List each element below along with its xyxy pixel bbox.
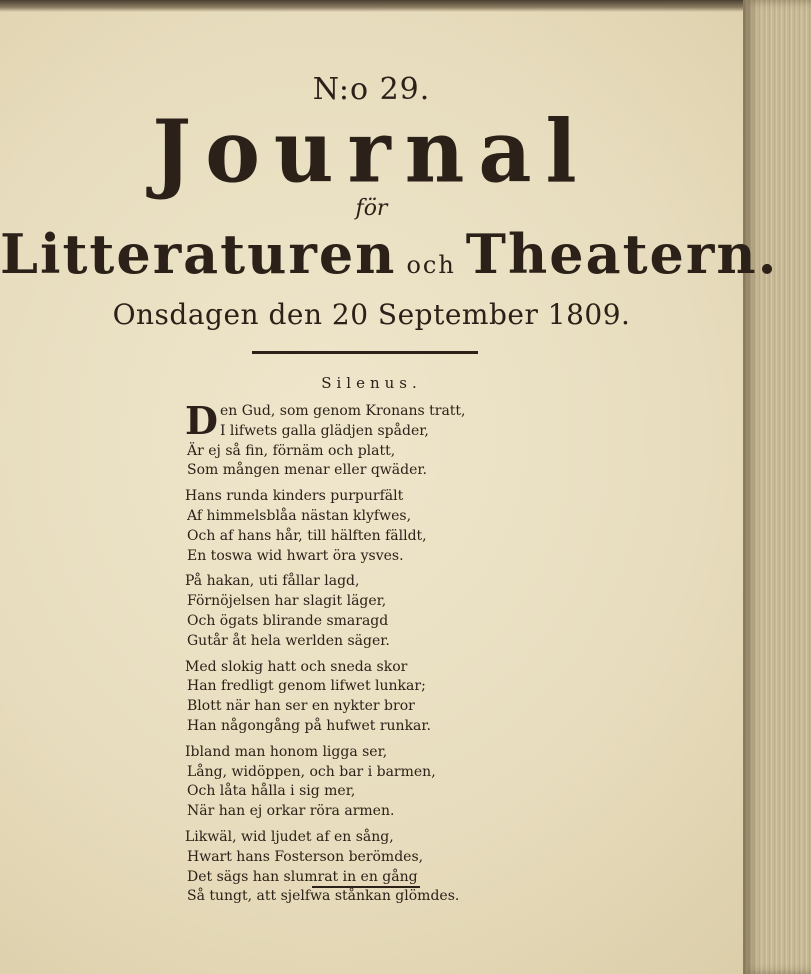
poem-line: Och låta hålla i sig mer,	[187, 783, 356, 800]
poem-stanza	[185, 658, 505, 737]
poem-line: Blott när han ser en nykter bror	[187, 698, 415, 715]
poem-line: Och ögats blirande smaragd	[187, 612, 389, 629]
subtitle-left: Litteraturen	[0, 222, 397, 286]
poem-line: Hans runda kinders purpurfält	[185, 488, 404, 505]
poem-line: Som mången menar eller qwäder.	[187, 462, 427, 479]
poem-line: Han någongång på hufwet runkar.	[187, 717, 432, 734]
book-page-edges	[743, 0, 811, 974]
journal-title: Journal	[152, 101, 591, 203]
subtitle-right: Theatern.	[465, 222, 779, 286]
poem-line: En toswa wid hwart öra ysves.	[187, 547, 404, 564]
poem-line: I lifwets galla glädjen spåder,	[219, 422, 429, 439]
poem-line: Är ej så fin, förnäm och platt,	[187, 442, 396, 459]
poem-line: Lång, widöppen, och bar i barmen,	[187, 763, 436, 780]
poem-stanza	[185, 487, 505, 566]
divider-bottom	[312, 886, 420, 888]
poem-line: Han fredligt genom lifwet lunkar;	[187, 678, 426, 695]
poem-line: en Gud, som genom Kronans tratt,	[219, 403, 466, 419]
poem-line: Likwäl, wid ljudet af en sång,	[185, 828, 394, 845]
poem-line: Hwart hans Fosterson berömdes,	[187, 848, 424, 865]
poem-line: När han ej orkar röra armen.	[187, 803, 395, 820]
poem-line: Så tungt, att sjelfwa stånkan glömdes.	[187, 888, 460, 905]
poem-line: Af himmelsblåa nästan klyfwes,	[187, 507, 412, 524]
issue-date: Onsdagen den 20 September 1809.	[112, 298, 631, 331]
poem-line: Det sägs han slumrat in en gång	[187, 868, 418, 885]
issue-number: N:o 29.	[312, 72, 431, 107]
subtitle-mid: och	[406, 251, 456, 279]
journal-subtitle	[0, 222, 779, 286]
poem-body	[185, 398, 505, 913]
poem-line: Och af hans hår, till hälften fälldt,	[187, 527, 427, 544]
poem-stanza	[185, 828, 505, 907]
poem-stanza	[185, 572, 505, 651]
poem-line: Förnöjelsen har slagit läger,	[187, 593, 387, 610]
drop-cap: D	[185, 398, 218, 443]
poem-line: Gutår åt hela werlden säger.	[187, 632, 390, 649]
title-connector: för	[355, 196, 388, 221]
poem-stanza	[185, 743, 505, 822]
poem-line: På hakan, uti fållar lagd,	[185, 573, 360, 590]
divider-top	[252, 351, 478, 354]
poem-line: Ibland man honom ligga ser,	[185, 743, 388, 760]
poem-stanza	[185, 398, 505, 481]
poem-line: Med slokig hatt och sneda skor	[185, 658, 408, 675]
poem-title: Silenus.	[321, 374, 422, 392]
